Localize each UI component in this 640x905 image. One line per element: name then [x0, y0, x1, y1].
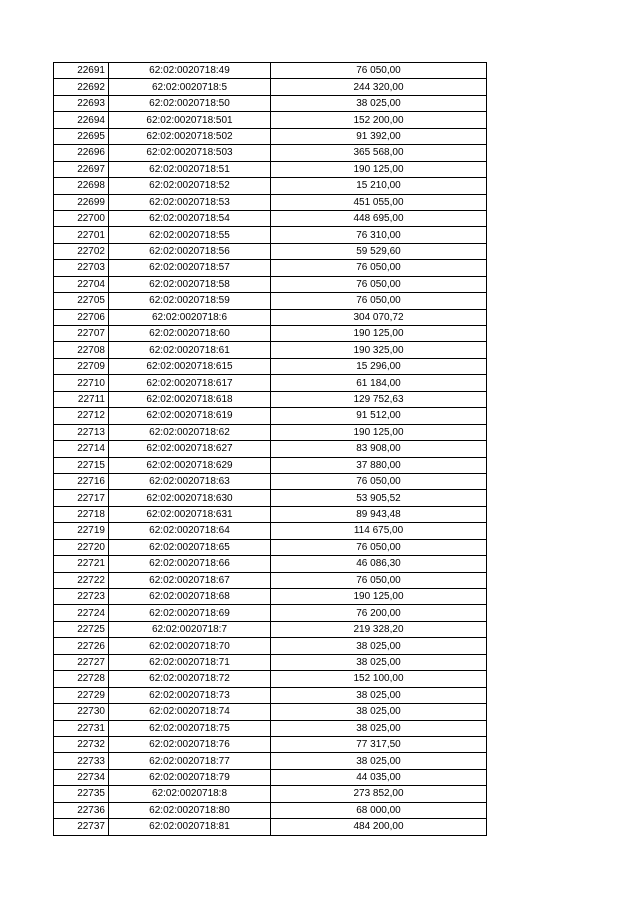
cadastral-number-cell: 62:02:0020718:50: [109, 95, 271, 111]
value-cell: 44 035,00: [271, 769, 487, 785]
cadastral-number-cell: 62:02:0020718:631: [109, 506, 271, 522]
value-cell: 451 055,00: [271, 194, 487, 210]
cadastral-number-cell: 62:02:0020718:68: [109, 589, 271, 605]
row-number-cell: 22708: [54, 342, 109, 358]
cadastral-number-cell: 62:02:0020718:629: [109, 457, 271, 473]
row-number-cell: 22737: [54, 819, 109, 835]
table-row: [54, 161, 487, 177]
table-row: [54, 671, 487, 687]
value-cell: 76 050,00: [271, 276, 487, 292]
table-row: [54, 424, 487, 440]
table-row: [54, 243, 487, 259]
cadastral-number-cell: 62:02:0020718:65: [109, 539, 271, 555]
row-number-cell: 22693: [54, 95, 109, 111]
value-cell: 38 025,00: [271, 687, 487, 703]
value-cell: 89 943,48: [271, 506, 487, 522]
table-row: [54, 441, 487, 457]
cadastral-number-cell: 62:02:0020718:67: [109, 572, 271, 588]
table-row: [54, 326, 487, 342]
table-row: [54, 375, 487, 391]
table-row: [54, 786, 487, 802]
value-cell: 244 320,00: [271, 79, 487, 95]
cadastral-number-cell: 62:02:0020718:630: [109, 490, 271, 506]
value-cell: 190 125,00: [271, 589, 487, 605]
value-cell: 15 210,00: [271, 178, 487, 194]
row-number-cell: 22728: [54, 671, 109, 687]
table-row: [54, 506, 487, 522]
cadastral-number-cell: 62:02:0020718:74: [109, 704, 271, 720]
value-cell: 152 100,00: [271, 671, 487, 687]
cadastral-number-cell: 62:02:0020718:59: [109, 293, 271, 309]
cadastral-number-cell: 62:02:0020718:66: [109, 556, 271, 572]
value-cell: 91 512,00: [271, 408, 487, 424]
value-cell: 76 050,00: [271, 473, 487, 489]
table-row: [54, 408, 487, 424]
cadastral-number-cell: 62:02:0020718:76: [109, 736, 271, 752]
value-cell: 68 000,00: [271, 802, 487, 818]
cadastral-number-cell: 62:02:0020718:58: [109, 276, 271, 292]
registry-table: [53, 62, 487, 836]
table-row: [54, 128, 487, 144]
cadastral-number-cell: 62:02:0020718:73: [109, 687, 271, 703]
row-number-cell: 22724: [54, 605, 109, 621]
row-number-cell: 22721: [54, 556, 109, 572]
value-cell: 76 200,00: [271, 605, 487, 621]
table-row: [54, 753, 487, 769]
row-number-cell: 22704: [54, 276, 109, 292]
cadastral-number-cell: 62:02:0020718:618: [109, 391, 271, 407]
value-cell: 129 752,63: [271, 391, 487, 407]
table-row: [54, 490, 487, 506]
row-number-cell: 22717: [54, 490, 109, 506]
cadastral-number-cell: 62:02:0020718:80: [109, 802, 271, 818]
cadastral-number-cell: 62:02:0020718:64: [109, 523, 271, 539]
row-number-cell: 22733: [54, 753, 109, 769]
value-cell: 53 905,52: [271, 490, 487, 506]
value-cell: 61 184,00: [271, 375, 487, 391]
row-number-cell: 22730: [54, 704, 109, 720]
value-cell: 38 025,00: [271, 704, 487, 720]
table-row: [54, 260, 487, 276]
value-cell: 304 070,72: [271, 309, 487, 325]
row-number-cell: 22710: [54, 375, 109, 391]
value-cell: 76 050,00: [271, 63, 487, 79]
cadastral-number-cell: 62:02:0020718:75: [109, 720, 271, 736]
row-number-cell: 22709: [54, 358, 109, 374]
row-number-cell: 22711: [54, 391, 109, 407]
cadastral-number-cell: 62:02:0020718:62: [109, 424, 271, 440]
table-row: [54, 704, 487, 720]
value-cell: 76 310,00: [271, 227, 487, 243]
value-cell: 37 880,00: [271, 457, 487, 473]
value-cell: 190 125,00: [271, 326, 487, 342]
row-number-cell: 22719: [54, 523, 109, 539]
value-cell: 273 852,00: [271, 786, 487, 802]
row-number-cell: 22695: [54, 128, 109, 144]
value-cell: 38 025,00: [271, 720, 487, 736]
cadastral-number-cell: 62:02:0020718:72: [109, 671, 271, 687]
table-row: [54, 621, 487, 637]
table-row: [54, 358, 487, 374]
cadastral-number-cell: 62:02:0020718:615: [109, 358, 271, 374]
row-number-cell: 22736: [54, 802, 109, 818]
table-row: [54, 638, 487, 654]
value-cell: 15 296,00: [271, 358, 487, 374]
cadastral-number-cell: 62:02:0020718:502: [109, 128, 271, 144]
row-number-cell: 22702: [54, 243, 109, 259]
table-row: [54, 819, 487, 835]
cadastral-number-cell: 62:02:0020718:619: [109, 408, 271, 424]
row-number-cell: 22706: [54, 309, 109, 325]
registry-table-body: [54, 63, 487, 836]
row-number-cell: 22729: [54, 687, 109, 703]
table-row: [54, 473, 487, 489]
row-number-cell: 22716: [54, 473, 109, 489]
cadastral-number-cell: 62:02:0020718:54: [109, 210, 271, 226]
cadastral-number-cell: 62:02:0020718:70: [109, 638, 271, 654]
row-number-cell: 22705: [54, 293, 109, 309]
value-cell: 76 050,00: [271, 572, 487, 588]
table-row: [54, 112, 487, 128]
row-number-cell: 22723: [54, 589, 109, 605]
cadastral-number-cell: 62:02:0020718:8: [109, 786, 271, 802]
row-number-cell: 22691: [54, 63, 109, 79]
cadastral-number-cell: 62:02:0020718:51: [109, 161, 271, 177]
value-cell: 38 025,00: [271, 638, 487, 654]
cadastral-number-cell: 62:02:0020718:57: [109, 260, 271, 276]
value-cell: 190 125,00: [271, 161, 487, 177]
value-cell: 219 328,20: [271, 621, 487, 637]
cadastral-number-cell: 62:02:0020718:69: [109, 605, 271, 621]
row-number-cell: 22734: [54, 769, 109, 785]
value-cell: 190 125,00: [271, 424, 487, 440]
table-row: [54, 523, 487, 539]
row-number-cell: 22699: [54, 194, 109, 210]
value-cell: 38 025,00: [271, 753, 487, 769]
value-cell: 76 050,00: [271, 293, 487, 309]
value-cell: 448 695,00: [271, 210, 487, 226]
cadastral-number-cell: 62:02:0020718:56: [109, 243, 271, 259]
row-number-cell: 22735: [54, 786, 109, 802]
value-cell: 59 529,60: [271, 243, 487, 259]
cadastral-number-cell: 62:02:0020718:61: [109, 342, 271, 358]
value-cell: 76 050,00: [271, 539, 487, 555]
cadastral-number-cell: 62:02:0020718:6: [109, 309, 271, 325]
row-number-cell: 22700: [54, 210, 109, 226]
cadastral-number-cell: 62:02:0020718:55: [109, 227, 271, 243]
cadastral-number-cell: 62:02:0020718:617: [109, 375, 271, 391]
row-number-cell: 22720: [54, 539, 109, 555]
table-row: [54, 227, 487, 243]
cadastral-number-cell: 62:02:0020718:81: [109, 819, 271, 835]
value-cell: 76 050,00: [271, 260, 487, 276]
table-row: [54, 605, 487, 621]
table-row: [54, 556, 487, 572]
row-number-cell: 22715: [54, 457, 109, 473]
row-number-cell: 22701: [54, 227, 109, 243]
table-row: [54, 720, 487, 736]
cadastral-number-cell: 62:02:0020718:49: [109, 63, 271, 79]
value-cell: 46 086,30: [271, 556, 487, 572]
table-row: [54, 178, 487, 194]
table-row: [54, 769, 487, 785]
cadastral-number-cell: 62:02:0020718:77: [109, 753, 271, 769]
table-row: [54, 539, 487, 555]
cadastral-number-cell: 62:02:0020718:63: [109, 473, 271, 489]
cadastral-number-cell: 62:02:0020718:60: [109, 326, 271, 342]
value-cell: 484 200,00: [271, 819, 487, 835]
row-number-cell: 22727: [54, 654, 109, 670]
cadastral-number-cell: 62:02:0020718:627: [109, 441, 271, 457]
table-row: [54, 654, 487, 670]
row-number-cell: 22713: [54, 424, 109, 440]
row-number-cell: 22726: [54, 638, 109, 654]
table-row: [54, 736, 487, 752]
value-cell: 365 568,00: [271, 145, 487, 161]
cadastral-number-cell: 62:02:0020718:501: [109, 112, 271, 128]
table-row: [54, 95, 487, 111]
table-row: [54, 293, 487, 309]
row-number-cell: 22725: [54, 621, 109, 637]
cadastral-number-cell: 62:02:0020718:53: [109, 194, 271, 210]
row-number-cell: 22697: [54, 161, 109, 177]
table-row: [54, 194, 487, 210]
value-cell: 152 200,00: [271, 112, 487, 128]
table-row: [54, 309, 487, 325]
table-row: [54, 572, 487, 588]
row-number-cell: 22722: [54, 572, 109, 588]
cadastral-number-cell: 62:02:0020718:5: [109, 79, 271, 95]
table-row: [54, 145, 487, 161]
table-row: [54, 687, 487, 703]
table-row: [54, 391, 487, 407]
value-cell: 38 025,00: [271, 654, 487, 670]
row-number-cell: 22731: [54, 720, 109, 736]
table-row: [54, 63, 487, 79]
table-row: [54, 457, 487, 473]
table-row: [54, 210, 487, 226]
value-cell: 83 908,00: [271, 441, 487, 457]
row-number-cell: 22698: [54, 178, 109, 194]
cadastral-number-cell: 62:02:0020718:52: [109, 178, 271, 194]
row-number-cell: 22732: [54, 736, 109, 752]
value-cell: 190 325,00: [271, 342, 487, 358]
value-cell: 77 317,50: [271, 736, 487, 752]
table-row: [54, 589, 487, 605]
table-row: [54, 276, 487, 292]
value-cell: 38 025,00: [271, 95, 487, 111]
row-number-cell: 22712: [54, 408, 109, 424]
row-number-cell: 22714: [54, 441, 109, 457]
cadastral-number-cell: 62:02:0020718:7: [109, 621, 271, 637]
value-cell: 91 392,00: [271, 128, 487, 144]
table-row: [54, 802, 487, 818]
row-number-cell: 22707: [54, 326, 109, 342]
cadastral-number-cell: 62:02:0020718:71: [109, 654, 271, 670]
table-row: [54, 79, 487, 95]
row-number-cell: 22696: [54, 145, 109, 161]
row-number-cell: 22718: [54, 506, 109, 522]
row-number-cell: 22703: [54, 260, 109, 276]
value-cell: 114 675,00: [271, 523, 487, 539]
row-number-cell: 22694: [54, 112, 109, 128]
table-row: [54, 342, 487, 358]
cadastral-number-cell: 62:02:0020718:503: [109, 145, 271, 161]
cadastral-number-cell: 62:02:0020718:79: [109, 769, 271, 785]
row-number-cell: 22692: [54, 79, 109, 95]
